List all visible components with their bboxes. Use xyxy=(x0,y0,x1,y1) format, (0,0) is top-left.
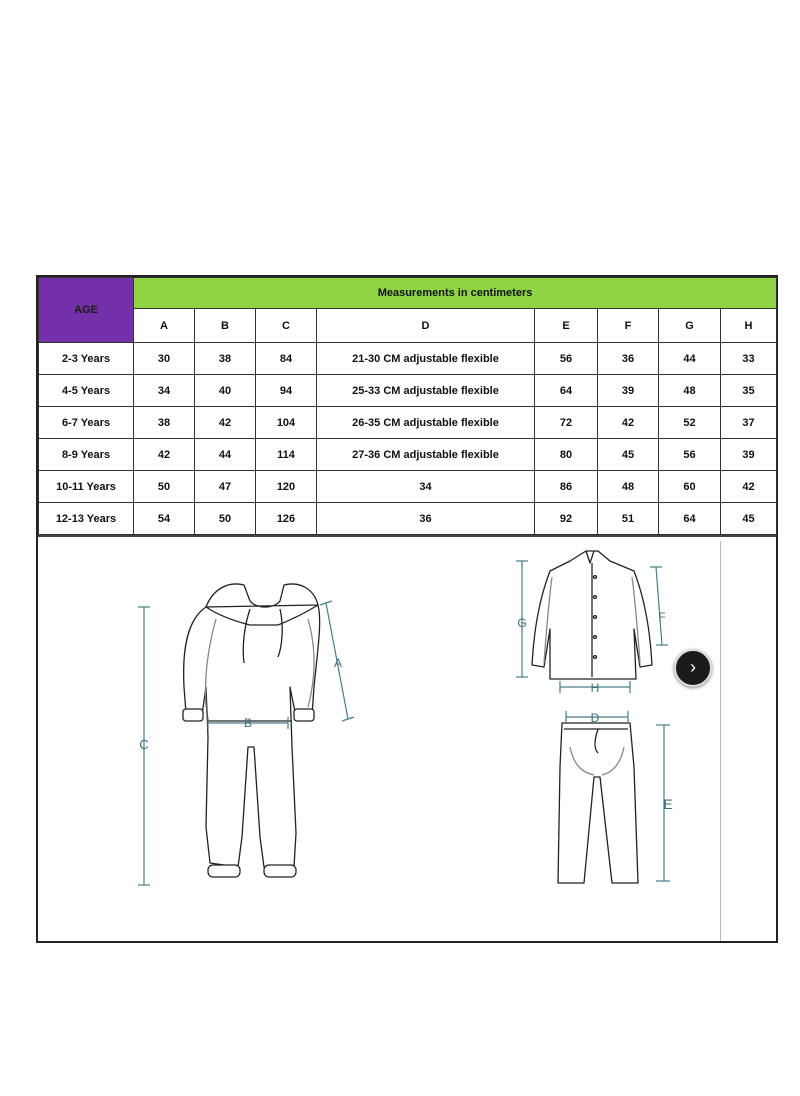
cell-f: 39 xyxy=(598,375,659,407)
cell-e: 86 xyxy=(535,471,598,503)
cell-e: 72 xyxy=(535,407,598,439)
cell-c: 104 xyxy=(256,407,317,439)
cell-e: 92 xyxy=(535,503,598,535)
garment-illustration xyxy=(38,537,776,943)
dimension-label-h: H xyxy=(590,681,600,695)
cell-c: 126 xyxy=(256,503,317,535)
cell-h: 33 xyxy=(721,343,777,375)
age-cell: 6-7 Years xyxy=(39,407,134,439)
table-row xyxy=(39,375,777,407)
cell-e: 80 xyxy=(535,439,598,471)
cell-f: 45 xyxy=(598,439,659,471)
dimension-label-a: A xyxy=(333,656,343,670)
dimension-label-b: B xyxy=(243,716,253,730)
cell-h: 35 xyxy=(721,375,777,407)
table-title: Measurements in centimeters xyxy=(134,278,777,309)
cell-d: 36 xyxy=(317,503,535,535)
cell-c: 114 xyxy=(256,439,317,471)
column-header-d: D xyxy=(317,309,535,343)
table-row xyxy=(39,407,777,439)
cell-a: 50 xyxy=(134,471,195,503)
dimension-label-d: D xyxy=(590,711,600,725)
cell-g: 52 xyxy=(659,407,721,439)
cell-a: 54 xyxy=(134,503,195,535)
cell-a: 38 xyxy=(134,407,195,439)
cell-b: 44 xyxy=(195,439,256,471)
cell-h: 37 xyxy=(721,407,777,439)
measurement-diagram xyxy=(38,535,776,943)
cell-e: 64 xyxy=(535,375,598,407)
column-header-g: G xyxy=(659,309,721,343)
cell-c: 84 xyxy=(256,343,317,375)
cell-g: 56 xyxy=(659,439,721,471)
age-header: AGE xyxy=(39,278,134,343)
cell-g: 48 xyxy=(659,375,721,407)
dimension-label-c: C xyxy=(139,737,149,752)
chevron-right-icon: › xyxy=(690,657,696,677)
cell-d: 21-30 CM adjustable flexible xyxy=(317,343,535,375)
table-row xyxy=(39,343,777,375)
column-header-a: A xyxy=(134,309,195,343)
measurement-table xyxy=(38,277,777,535)
cell-h: 42 xyxy=(721,471,777,503)
column-header-b: B xyxy=(195,309,256,343)
cell-f: 51 xyxy=(598,503,659,535)
next-image-button[interactable] xyxy=(674,649,712,687)
cell-d: 27-36 CM adjustable flexible xyxy=(317,439,535,471)
age-cell: 8-9 Years xyxy=(39,439,134,471)
dimension-label-g: G xyxy=(517,616,527,630)
cell-d: 34 xyxy=(317,471,535,503)
cell-b: 38 xyxy=(195,343,256,375)
cell-b: 50 xyxy=(195,503,256,535)
cell-f: 36 xyxy=(598,343,659,375)
cell-g: 60 xyxy=(659,471,721,503)
age-cell: 12-13 Years xyxy=(39,503,134,535)
cell-b: 47 xyxy=(195,471,256,503)
dimension-label-e: E xyxy=(663,796,673,812)
cell-h: 39 xyxy=(721,439,777,471)
pants-drawing xyxy=(558,723,638,883)
onesie-drawing xyxy=(183,584,320,877)
cell-g: 64 xyxy=(659,503,721,535)
cell-b: 40 xyxy=(195,375,256,407)
table-row xyxy=(39,503,777,535)
cell-d: 25-33 CM adjustable flexible xyxy=(317,375,535,407)
shirt-drawing xyxy=(532,551,652,679)
column-header-h: H xyxy=(721,309,777,343)
column-header-c: C xyxy=(256,309,317,343)
cell-c: 120 xyxy=(256,471,317,503)
cell-a: 34 xyxy=(134,375,195,407)
table-row xyxy=(39,471,777,503)
cell-f: 42 xyxy=(598,407,659,439)
table-row xyxy=(39,439,777,471)
cell-a: 42 xyxy=(134,439,195,471)
age-cell: 2-3 Years xyxy=(39,343,134,375)
age-cell: 4-5 Years xyxy=(39,375,134,407)
cell-c: 94 xyxy=(256,375,317,407)
cell-b: 42 xyxy=(195,407,256,439)
cell-g: 44 xyxy=(659,343,721,375)
cell-d: 26-35 CM adjustable flexible xyxy=(317,407,535,439)
dimension-label-f: F xyxy=(658,610,666,624)
age-cell: 10-11 Years xyxy=(39,471,134,503)
cell-f: 48 xyxy=(598,471,659,503)
column-header-e: E xyxy=(535,309,598,343)
column-header-f: F xyxy=(598,309,659,343)
size-chart xyxy=(36,275,778,943)
cell-h: 45 xyxy=(721,503,777,535)
cell-e: 56 xyxy=(535,343,598,375)
cell-a: 30 xyxy=(134,343,195,375)
